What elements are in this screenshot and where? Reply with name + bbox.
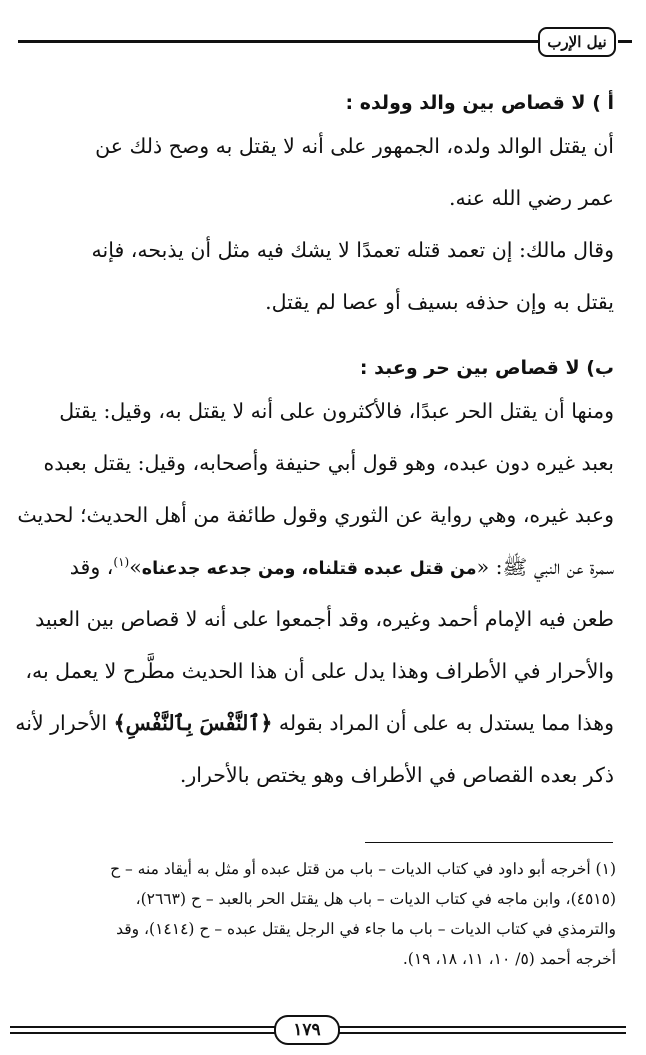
paragraph-line: وقال مالك: إن تعمد قتله تعمدًا لا يشك فيه مثل أن يذبحه، فإنه [91, 238, 614, 262]
header-rule-end [618, 40, 632, 43]
quran-verse: ﴿ٱلنَّفْسَ بِٱلنَّفْسِ﴾ [113, 711, 273, 735]
paragraph-line: وعبد غيره، وهي رواية عن الثوري وقول طائفة من أهل الحديث؛ لحديث [17, 503, 614, 527]
header-rule [18, 40, 538, 43]
hadith-end: ، وقد [69, 555, 114, 579]
paragraph-line: يقتل به وإن حذفه بسيف أو عصا لم يقتل. [265, 290, 614, 314]
quran-line [15, 710, 614, 740]
section-a-heading: أ ) لا قصاص بين والد وولده : [345, 92, 614, 114]
page-number: ١٧٩ [293, 1020, 321, 1040]
footnote-line: (٤٥١٥)، وابن ماجه في كتاب الديات – باب هل يقتل الحر بالعبد – ح (٢٦٦٣)، [135, 890, 616, 908]
quran-after: الأحرار لأنه [15, 711, 114, 735]
quran-intro: وهذا مما يستدل به على أن المراد بقوله [272, 711, 614, 735]
section-b-heading: ب) لا قصاص بين حر وعبد : [359, 357, 614, 379]
paragraph-line: بعبد غيره دون عبده، وهو قول أبي حنيفة وأصحابه، وقيل: يقتل بعبده [43, 451, 614, 475]
paragraph-line: والأحرار في الأطراف وهذا يدل على أن هذا الحديث مطَّرح لا يعمل به، [25, 659, 614, 683]
paragraph-line: ذكر بعده القصاص في الأطراف وهو يختص بالأحرار. [179, 763, 614, 787]
hadith-intro: سمرة عن النبي ﷺ: « [476, 555, 614, 579]
hadith-line [18, 554, 614, 584]
footnote-separator [365, 842, 613, 843]
footnote-line: أخرجه أحمد (٥/ ١٠، ١١، ١٨، ١٩). [402, 950, 616, 968]
book-title: نيل الإرب [547, 33, 607, 51]
paragraph-line: طعن فيه الإمام أحمد وغيره، وقد أجمعوا على أنه لا قصاص بين العبيد [35, 607, 614, 631]
paragraph-line: ومنها أن يقتل الحر عبدًا، فالأكثرون على أنه لا يقتل به، وقيل: يقتل [59, 399, 614, 423]
footnote-line: (١) أخرجه أبو داود في كتاب الديات – باب من قتل عبده أو مثل به أيقاد منه – ح [110, 860, 616, 878]
paragraph-line: عمر رضي الله عنه. [449, 186, 614, 210]
hadith-close: » [129, 555, 142, 579]
paragraph-line: أن يقتل الوالد ولده، الجمهور على أنه لا يقتل به وصح ذلك عن [95, 134, 614, 158]
running-header [538, 27, 616, 57]
hadith-quote: من قتل عبده قتلناه، ومن جدعه جدعناه [141, 559, 477, 579]
footnote-line: والترمذي في كتاب الديات – باب ما جاء في الرجل يقتل عبده – ح (١٤١٤)، وقد [116, 920, 616, 938]
footnote-ref: (١) [113, 555, 130, 570]
page-number-badge [274, 1015, 340, 1045]
